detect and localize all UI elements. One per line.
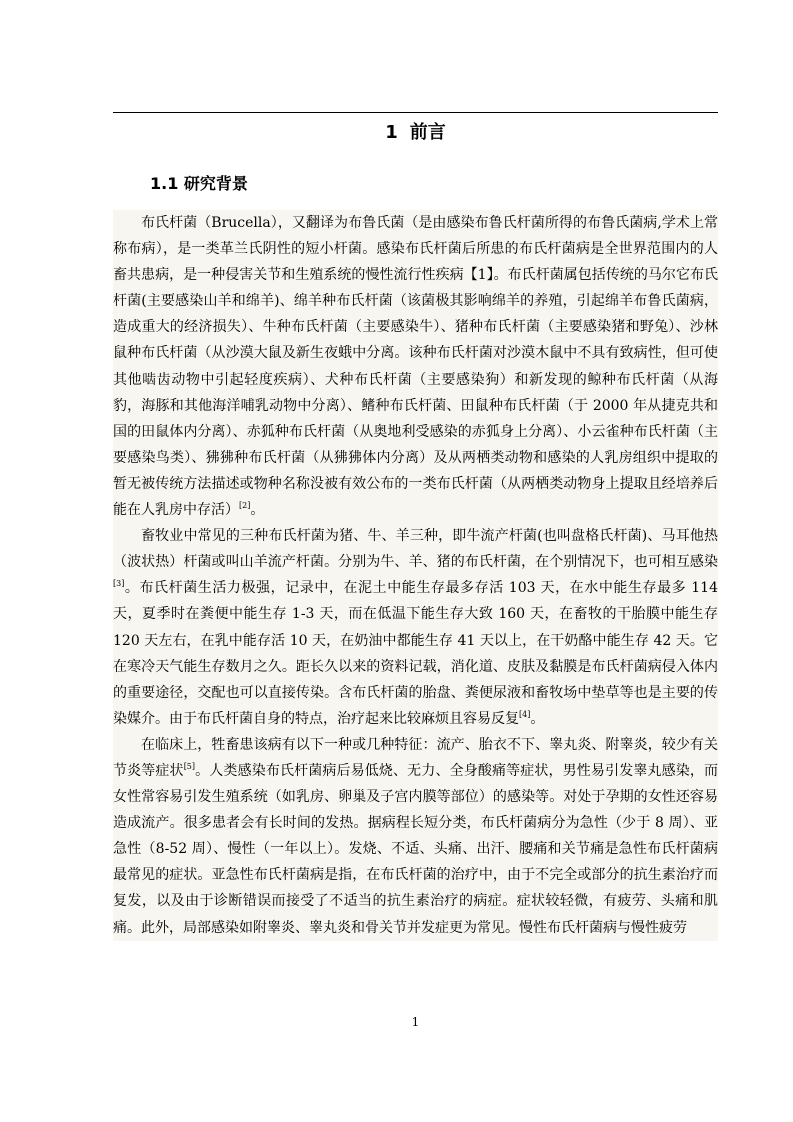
chapter-title: 前言 (409, 122, 446, 143)
citation: [2] (239, 501, 251, 511)
text-run: 在临床上，牲畜患该病有以下一种或几种特征：流产、胎衣不下、睾丸炎、附睾炎，较少有关节炎等症状 (113, 736, 718, 779)
paragraph (113, 732, 718, 941)
citation: [3] (113, 579, 125, 589)
header-rule (113, 112, 718, 113)
page-number: 1 (411, 1015, 420, 1029)
paragraph (113, 210, 718, 523)
body-text (113, 210, 718, 941)
citation: [5] (183, 761, 196, 771)
text-run: 。 (530, 710, 545, 727)
text-run: 布氏杆菌（Brucella），又翻译为布鲁氏菌（是由感染布鲁氏杆菌所得的布鲁氏菌病,学术上常称布病），是一类革兰氏阴性的短小杆菌。感染布氏杆菌后所患的布氏杆菌病是全世界范围内的人畜共患病，是一种侵害关节和生殖系统的慢性流行性疾病【1】。布氏杆菌属包括传统的马尔它布氏杆菌(主要感染山羊和绵羊)、绵羊种布氏杆菌（该菌极其影响绵羊的养殖，引起绵羊布鲁氏菌病，造成重大的经济损失）、牛种布氏杆菌（主要感染牛）、猪种布氏杆菌（主要感染猪和野兔）、沙林鼠种布氏杆菌（从沙漠大鼠及新生夜蛾中分离。该种布氏杆菌对沙漠木鼠中不具有致病性，但可使其他啮齿动物中引起轻度疾病）、犬种布氏杆菌（主要感染狗）和新发现的鲸种布氏杆菌（从海豹，海豚和其他海洋哺乳动物中分离）、鳍种布氏杆菌、田鼠种布氏杆菌（于 2000 年从捷克共和国的田鼠体内分离）、赤狐种布氏杆菌（从奥地利受感染的赤狐身上分离）、小云雀种布氏杆菌（主要感染鸟类）、狒狒种布氏杆菌（从狒狒体内分离）及从两栖类动物和感染的人乳房组织中提取的暂无被传统方法描述或物种名称没被有效公布的一类布氏杆菌（从两栖类动物身上提取且经培养后能在人乳房中存活） (113, 215, 718, 519)
citation: [4] (519, 709, 531, 719)
paragraph (113, 523, 718, 732)
text-run: 。布氏杆菌生活力极强，记录中，在泥土中能生存最多存活 103 天，在水中能生存最多 114 天，夏季时在粪便中能生存 1-3 天，而在低温下能生存大致 160 天，在畜牧的干胎膜中能生存 120 天左右，在乳中能存活 10 天，在奶油中都能生存 41 天以上，在干奶酪中能生存 42 天。它在寒冷天气能生存数月之久。距长久以来的资料记载，消化道、皮肤及黏膜是布氏杆菌病侵入体内的重要途径，交配也可以直接传染。含布氏杆菌的胎盘、粪便尿液和畜牧场中垫草等也是主要的传染媒介。由于布氏杆菌自身的特点，治疗起来比较麻烦且容易反复 (113, 580, 718, 727)
section-heading: 1.1 研究背景 (150, 174, 248, 193)
text-run: 畜牧业中常见的三种布氏杆菌为猪、牛、羊三种，即牛流产杆菌(也叫盘格氏杆菌)、马耳他热（波状热）杆菌或叫山羊流产杆菌。分别为牛、羊、猪的布氏杆菌，在个别情况下，也可相互感染 (113, 528, 718, 571)
text-run: 。 (250, 502, 265, 519)
chapter-heading (113, 119, 718, 147)
chapter-number: 1 (385, 122, 398, 143)
text-run: 。人类感染布氏杆菌病后易低烧、无力、全身酸痛等症状，男性易引发睾丸感染，而女性常容易引发生殖系统（如乳房、卵巢及子宫内膜等部位）的感染等。对处于孕期的女性还容易造成流产。很多患者会有长时间的发热。据病程长短分类，布氏杆菌病分为急性（少于 8 周）、亚急性（8-52 周）、慢性（一年以上）。发烧、不适、头痛、出汗、腰痛和关节痛是急性布氏杆菌病最常见的症状。亚急性布氏杆菌病是指，在布氏杆菌的治疗中，由于不完全或部分的抗生素治疗而复发，以及由于诊断错误而接受了不适当的抗生素治疗的病症。症状较轻微，有疲劳、头痛和肌痛。此外，局部感染如附睾炎、睾丸炎和骨关节并发症更为常见。慢性布氏杆菌病与慢性疲劳 (113, 762, 719, 936)
